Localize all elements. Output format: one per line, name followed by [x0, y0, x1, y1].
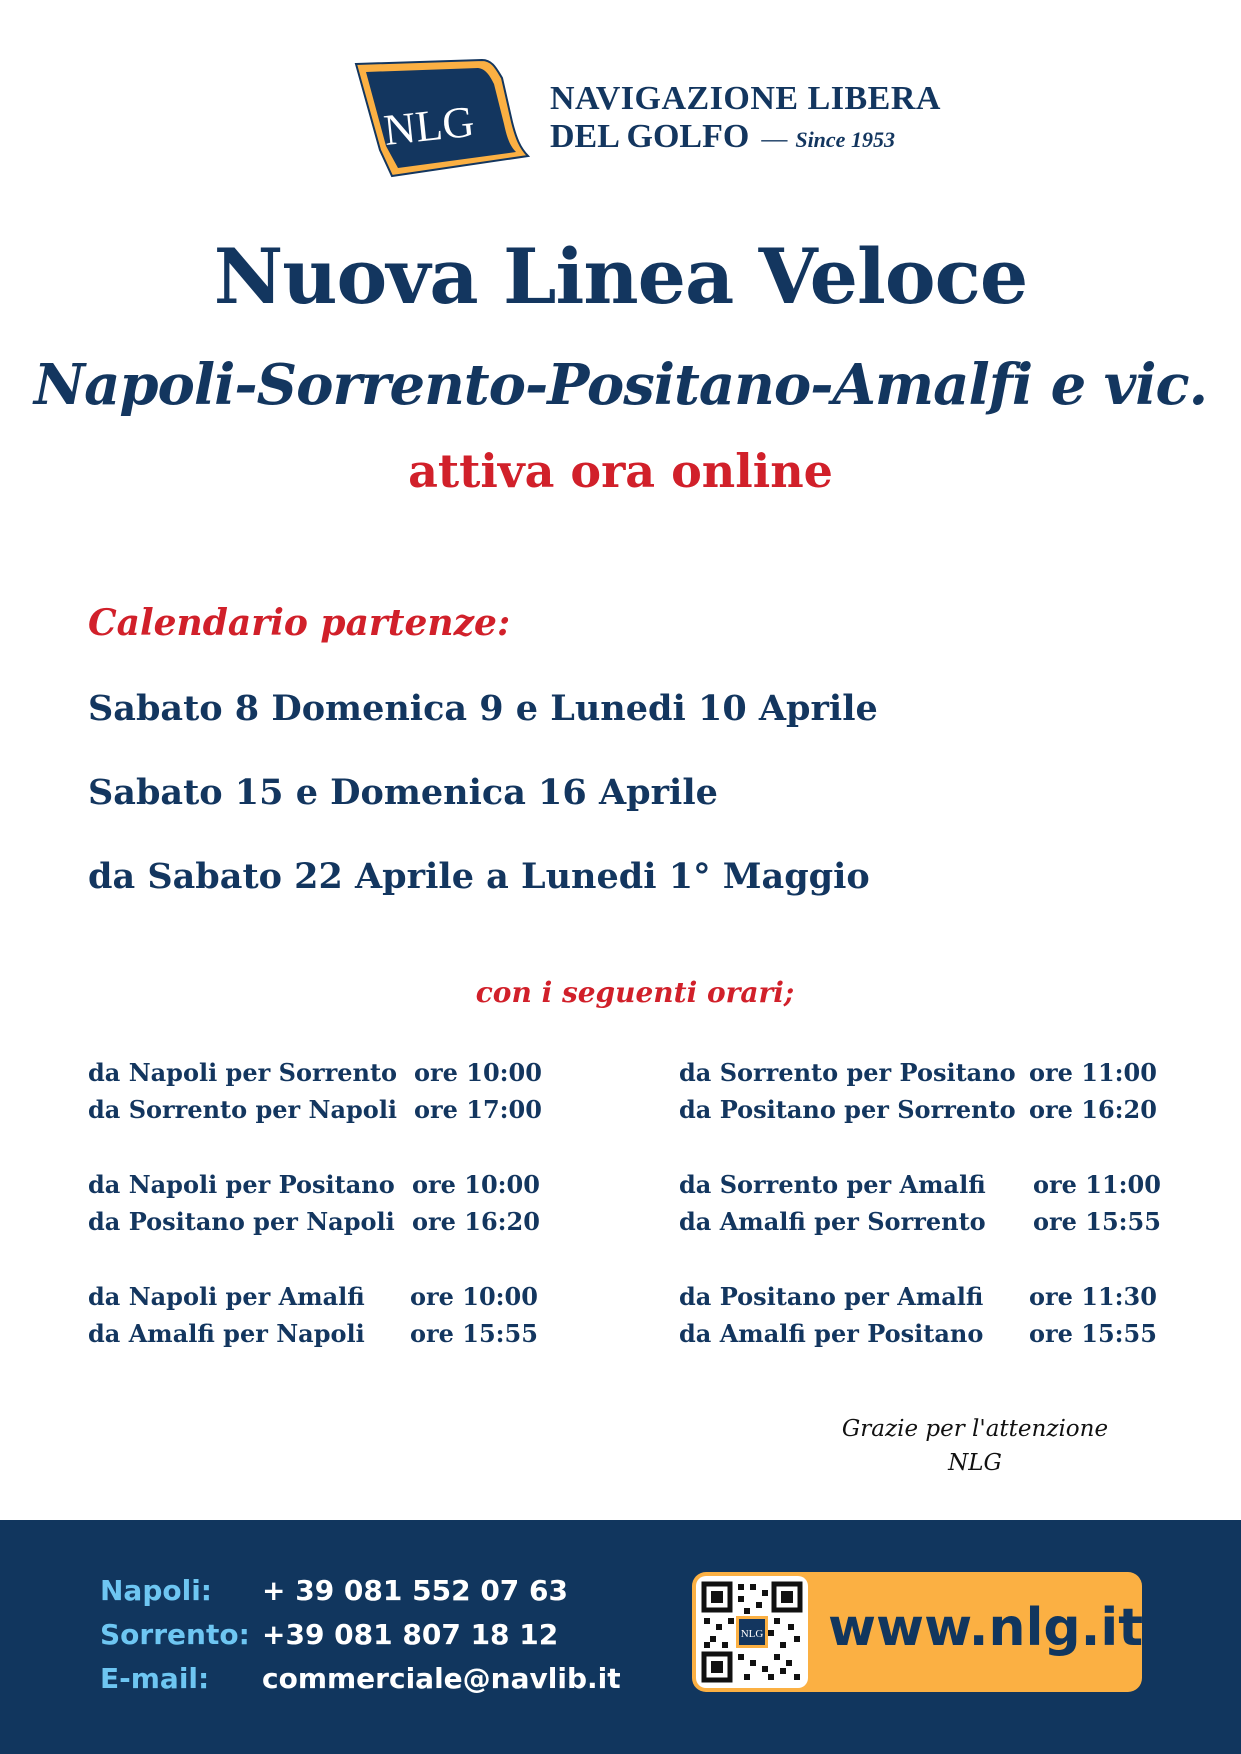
logo-text: NLG — [381, 96, 477, 155]
schedule-row — [88, 1319, 538, 1348]
schedule-time: ore 11:00 — [1033, 1170, 1161, 1199]
flag-logo-icon — [352, 58, 530, 178]
schedule-route: da Sorrento per Napoli — [88, 1095, 398, 1124]
calendar-date-line: da Sabato 22 Aprile a Lunedi 1° Maggio — [88, 856, 870, 897]
brand-name-line1: NAVIGAZIONE LIBERA — [550, 80, 941, 117]
calendar-date-line: Sabato 15 e Domenica 16 Aprile — [88, 772, 718, 813]
schedule-route: da Napoli per Positano — [88, 1170, 395, 1199]
schedule-route: da Positano per Amalfi — [679, 1282, 984, 1311]
qr-code-box — [696, 1576, 808, 1688]
schedule-row — [679, 1207, 1161, 1236]
schedule-route: da Napoli per Sorrento — [88, 1058, 398, 1087]
schedule-route: da Napoli per Amalfi — [88, 1282, 365, 1311]
schedule-row — [679, 1282, 1157, 1311]
route-subtitle: Napoli-Sorrento-Positano-Amalfi e vic. — [33, 352, 1208, 418]
schedule-time: ore 15:55 — [410, 1319, 538, 1348]
schedule-time: ore 11:00 — [1029, 1058, 1157, 1087]
schedule-route: da Amalfi per Sorrento — [679, 1207, 986, 1236]
schedule-time: ore 10:00 — [414, 1058, 542, 1087]
schedule-time: ore 15:55 — [1033, 1207, 1161, 1236]
schedule-route: da Sorrento per Amalfi — [679, 1170, 986, 1199]
qr-logo-text: NLG — [740, 1628, 764, 1640]
schedule-time: ore 15:55 — [1029, 1319, 1157, 1348]
schedule-time: ore 10:00 — [410, 1282, 538, 1311]
brand-dash: — — [761, 124, 788, 153]
schedule-route: da Positano per Sorrento — [679, 1095, 1016, 1124]
schedule-row — [88, 1207, 540, 1236]
schedule-row — [88, 1282, 538, 1311]
schedule-route: da Amalfi per Positano — [679, 1319, 984, 1348]
brand-name-line2-text: DEL GOLFO — [550, 118, 750, 155]
online-notice: attiva ora online — [408, 444, 833, 498]
schedule-time: ore 10:00 — [412, 1170, 540, 1199]
signoff — [780, 1412, 1170, 1480]
schedule-heading: con i seguenti orari; — [475, 976, 795, 1009]
schedule-row — [679, 1058, 1157, 1087]
schedule-time: ore 16:20 — [1029, 1095, 1157, 1124]
signoff-line2: NLG — [948, 1450, 1002, 1476]
calendar-heading: Calendario partenze: — [88, 602, 511, 644]
contact-phone-sorrento[interactable]: +39 081 807 18 12 — [262, 1618, 559, 1651]
schedule-row — [88, 1058, 542, 1087]
schedule-row — [679, 1170, 1161, 1199]
contact-label-napoli: Napoli: — [100, 1574, 212, 1607]
schedule-time: ore 11:30 — [1029, 1282, 1157, 1311]
schedule-row — [88, 1095, 542, 1124]
calendar-date-line: Sabato 8 Domenica 9 e Lunedi 10 Aprile — [88, 688, 878, 729]
brand-since: Since 1953 — [795, 127, 895, 152]
schedule-route: da Positano per Napoli — [88, 1207, 395, 1236]
schedule-row — [679, 1319, 1157, 1348]
contact-label-sorrento: Sorrento: — [100, 1618, 250, 1651]
schedule-route: da Sorrento per Positano — [679, 1058, 1016, 1087]
schedule-time: ore 17:00 — [414, 1095, 542, 1124]
signoff-line1: Grazie per l'attenzione — [841, 1416, 1109, 1442]
page-title: Nuova Linea Veloce — [213, 232, 1028, 321]
qr-code-icon — [696, 1576, 808, 1688]
schedule-row — [679, 1095, 1157, 1124]
contact-email[interactable]: commerciale@navlib.it — [262, 1662, 621, 1695]
brand-name-line2 — [550, 118, 895, 156]
schedule-row — [88, 1170, 540, 1199]
contact-label-email: E-mail: — [100, 1662, 210, 1695]
schedule-route: da Amalfi per Napoli — [88, 1319, 365, 1348]
schedule-time: ore 16:20 — [412, 1207, 540, 1236]
website-link[interactable]: www.nlg.it — [828, 1598, 1144, 1658]
contact-phone-napoli[interactable]: + 39 081 552 07 63 — [262, 1574, 568, 1607]
